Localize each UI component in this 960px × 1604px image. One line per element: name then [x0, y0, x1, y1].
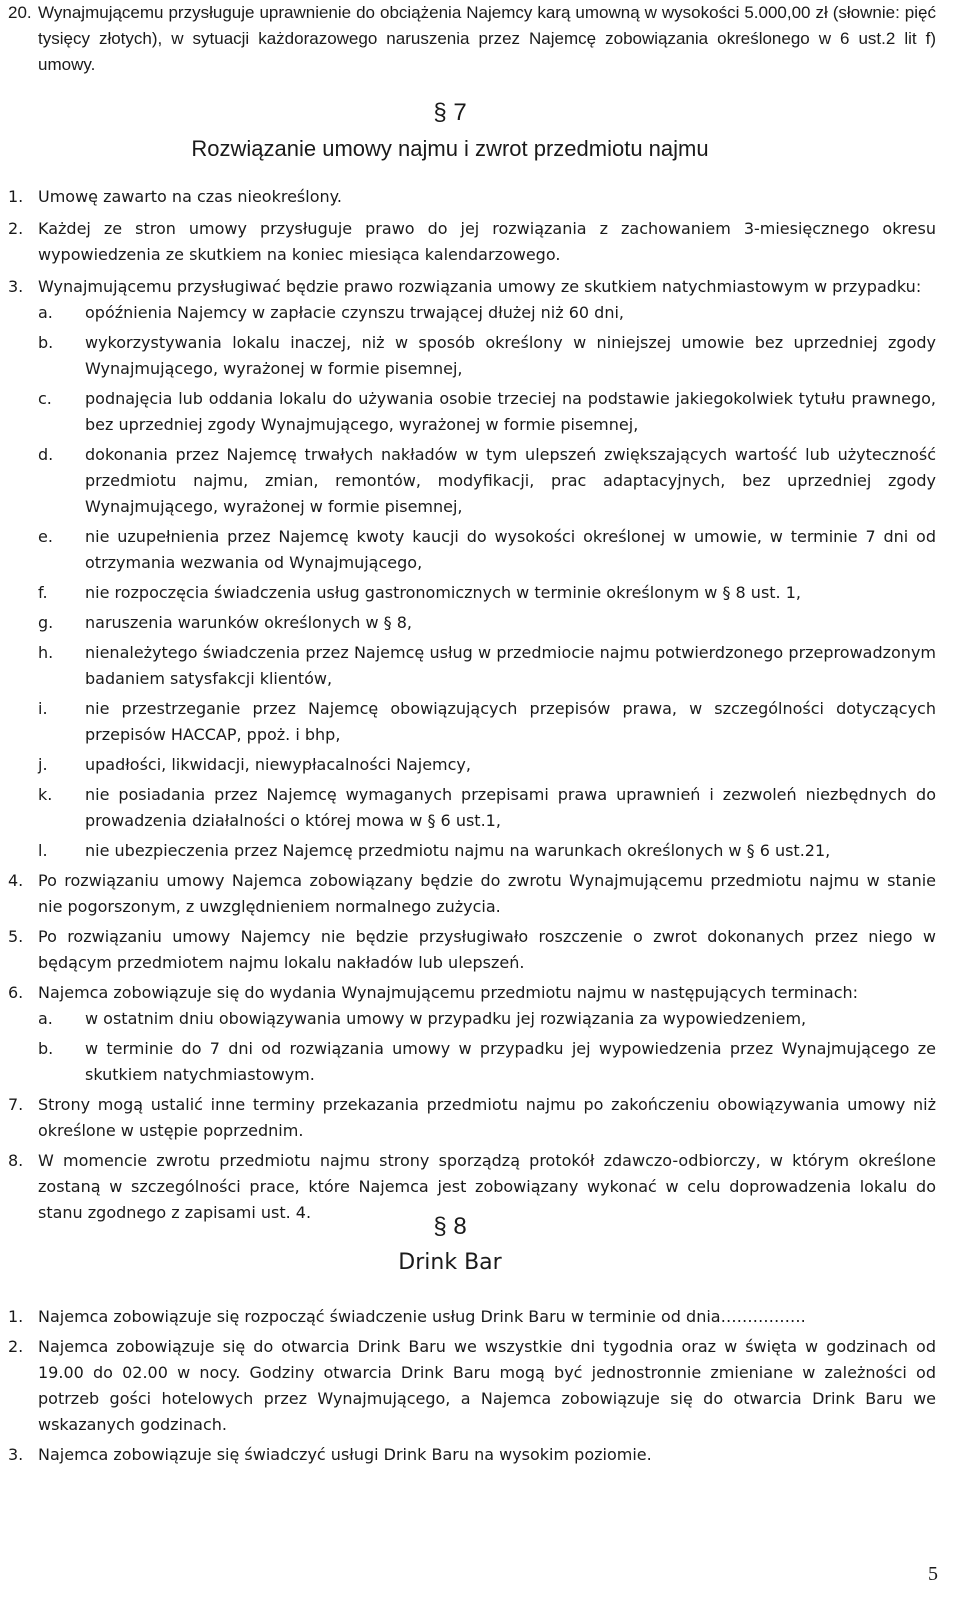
item-number: 6.	[8, 983, 24, 1002]
sub-list-item	[38, 1006, 936, 1032]
sub-item-text: podnajęcia lub oddania lokalu do używania osobie trzeciej na podstawie jakiegokolwiek tytułu prawnego, bez uprzedniej zgody Wynajmującego, wyrażonej w formie pisemnej,	[85, 389, 936, 434]
sub-item-text: w ostatnim dniu obowiązywania umowy w przypadku jej rozwiązania za wypowiedzeniem,	[85, 1009, 807, 1028]
sub-list-item	[38, 524, 936, 576]
item-number: 2.	[8, 1337, 24, 1356]
sub-item-letter: a.	[38, 1009, 53, 1028]
item-number: 3.	[8, 277, 24, 296]
list-item	[8, 924, 936, 976]
section-7-mark: § 7	[433, 99, 467, 126]
sub-item-letter: b.	[38, 1039, 54, 1058]
sub-item-text: nienależytego świadczenia przez Najemcę usług w przedmiocie najmu potwierdzonego przeprowadzonym badaniem satysfakcji klientów,	[85, 643, 936, 688]
sub-item-text: naruszenia warunków określonych w § 8,	[85, 613, 412, 632]
sub-list-item	[38, 386, 936, 438]
section-8-title: Drink Bar	[398, 1250, 502, 1275]
sub-item-text: nie posiadania przez Najemcę wymaganych przepisami prawa uprawnień i zezwoleń niezbędnych do prowadzenia działalności o której mowa w § 6 ust.1,	[85, 785, 936, 830]
item-number: 3.	[8, 1445, 24, 1464]
item-number: 1.	[8, 1307, 24, 1326]
sub-item-letter: l.	[38, 841, 48, 860]
sub-item-letter: h.	[38, 643, 54, 662]
item-text: Najemca zobowiązuje się do wydania Wynajmującemu przedmiotu najmu w następujących terminach:	[38, 983, 859, 1002]
sub-item-text: nie uzupełnienia przez Najemcę kwoty kaucji do wysokości określonej w umowie, w terminie 7 dni od otrzymania wezwania od Wynajmującego,	[85, 527, 936, 572]
item-text: Najemca zobowiązuje się do otwarcia Drink Baru we wszystkie dni tygodnia oraz w święta w godzinach od 19.00 do 02.00 w nocy. Godziny otwarcia Drink Baru mogą być jednostronnie zmieniane w zależności od potrzeb gości hotelowych przez Wynajmującego, a Najemca zobowiązuje się do otwarcia Drink Baru we wskazanych godzinach.	[38, 1337, 936, 1434]
list-item	[8, 1442, 936, 1468]
sub-item-text: opóźnienia Najemcy w zapłacie czynszu trwającej dłużej niż 60 dni,	[85, 303, 624, 322]
sub-item-text: dokonania przez Najemcę trwałych nakładów w tym ulepszeń zwiększających wartość lub użyteczność przedmiotu najmu, zmian, remontów, modyfikacji, prac adaptacyjnych, bez uprzedniej zgody Wynajmującego, wyrażonej w formie pisemnej,	[85, 445, 936, 516]
sub-item-text: wykorzystywania lokalu inaczej, niż w sposób określony w niniejszej umowie bez uprzedniej zgody Wynajmującego, wyrażonej w formie pisemnej,	[85, 333, 936, 378]
list-item	[8, 1092, 936, 1144]
item-number: 5.	[8, 927, 24, 946]
item-text: Wynajmującemu przysługiwać będzie prawo rozwiązania umowy ze skutkiem natychmiastowym w przypadku:	[38, 277, 922, 296]
sub-item-letter: b.	[38, 333, 54, 352]
sub-item-text: nie rozpoczęcia świadczenia usług gastronomicznych w terminie określonym w § 8 ust. 1,	[85, 583, 801, 602]
section-8-body	[8, 1304, 936, 1468]
sub-item-text: nie przestrzeganie przez Najemcę obowiązujących przepisów prawa, w szczególności dotyczących przepisów HACCAP, ppoż. i bhp,	[85, 699, 936, 744]
sub-list-item	[38, 782, 936, 834]
item-number: 1.	[8, 187, 24, 206]
sub-list-item	[38, 640, 936, 692]
sub-item-letter: e.	[38, 527, 53, 546]
sub-list-item	[38, 610, 936, 636]
section-8-mark: § 8	[433, 1213, 467, 1240]
list-item	[8, 1334, 936, 1438]
sub-item-text: nie ubezpieczenia przez Najemcę przedmiotu najmu na warunkach określonych w § 6 ust.21,	[85, 841, 831, 860]
list-item	[8, 1304, 936, 1330]
page-number: 5	[928, 1563, 938, 1585]
item-number: 8.	[8, 1151, 24, 1170]
sub-item-letter: c.	[38, 389, 52, 408]
sub-item-letter: a.	[38, 303, 53, 322]
sub-list-item	[38, 1036, 936, 1088]
section-7-body	[8, 184, 936, 1226]
sub-item-text: w terminie do 7 dni od rozwiązania umowy w przypadku jej wypowiedzenia przez Wynajmującego ze skutkiem natychmiastowym.	[85, 1039, 936, 1084]
sub-list-item	[38, 752, 936, 778]
sub-item-letter: j.	[38, 755, 48, 774]
item-text: Strony mogą ustalić inne terminy przekazania przedmiotu najmu po zakończeniu obowiązywania umowy niż określone w ustępie poprzednim.	[38, 1095, 936, 1140]
section-7-title: Rozwiązanie umowy najmu i zwrot przedmiotu najmu	[191, 136, 709, 161]
paragraph-text: Wynajmującemu przysługuje uprawnienie do obciążenia Najemcy karą umowną w wysokości 5.000,00 zł (słownie: pięć tysięcy złotych), w sytuacji każdorazowego naruszenia przez Najemcę zobowiązania określonego w 6 ust.2 lit f) umowy.	[38, 3, 936, 74]
sub-list-item	[38, 696, 936, 748]
sub-item-letter: k.	[38, 785, 53, 804]
item-number: 7.	[8, 1095, 24, 1114]
sub-list-item	[38, 838, 936, 864]
item-text: Każdej ze stron umowy przysługuje prawo do jej rozwiązania z zachowaniem 3-miesięcznego okresu wypowiedzenia ze skutkiem na koniec miesiąca kalendarzowego.	[38, 219, 936, 264]
list-item	[8, 274, 936, 300]
sub-list-item	[38, 300, 936, 326]
sub-list-item	[38, 442, 936, 520]
sub-item-letter: g.	[38, 613, 54, 632]
paragraph-number: 20.	[8, 3, 32, 22]
sub-item-letter: i.	[38, 699, 48, 718]
item-text: Po rozwiązaniu umowy Najemca zobowiązany będzie do zwrotu Wynajmującemu przedmiotu najmu w stanie nie pogorszonym, z uwzględnieniem normalnego zużycia.	[38, 871, 936, 916]
list-item	[8, 868, 936, 920]
sub-list-item	[38, 330, 936, 382]
list-item	[8, 216, 936, 268]
sub-item-text: upadłości, likwidacji, niewypłacalności Najemcy,	[85, 755, 471, 774]
item-text: Umowę zawarto na czas nieokreślony.	[38, 187, 342, 206]
sub-item-letter: d.	[38, 445, 54, 464]
paragraph-20	[8, 0, 936, 78]
item-number: 2.	[8, 219, 24, 238]
item-text: Po rozwiązaniu umowy Najemcy nie będzie przysługiwało roszczenie o zwrot dokonanych przez niego w będącym przedmiotem najmu lokalu nakładów lub ulepszeń.	[38, 927, 936, 972]
item-text: W momencie zwrotu przedmiotu najmu strony sporządzą protokół zdawczo-odbiorczy, w którym określone zostaną w szczególności prace, które Najemca jest zobowiązany wykonać w celu doprowadzenia lokalu do stanu zgodnego z zapisami ust. 4.	[38, 1151, 936, 1222]
item-number: 4.	[8, 871, 24, 890]
list-item	[8, 980, 936, 1006]
sub-item-letter: f.	[38, 583, 48, 602]
item-text: Najemca zobowiązuje się świadczyć usługi Drink Baru na wysokim poziomie.	[38, 1445, 652, 1464]
sub-list	[8, 1006, 936, 1088]
sub-list	[8, 300, 936, 864]
sub-list-item	[38, 580, 936, 606]
list-item	[8, 184, 936, 210]
item-text: Najemca zobowiązuje się rozpocząć świadczenie usług Drink Baru w terminie od dnia…………….	[38, 1307, 806, 1326]
